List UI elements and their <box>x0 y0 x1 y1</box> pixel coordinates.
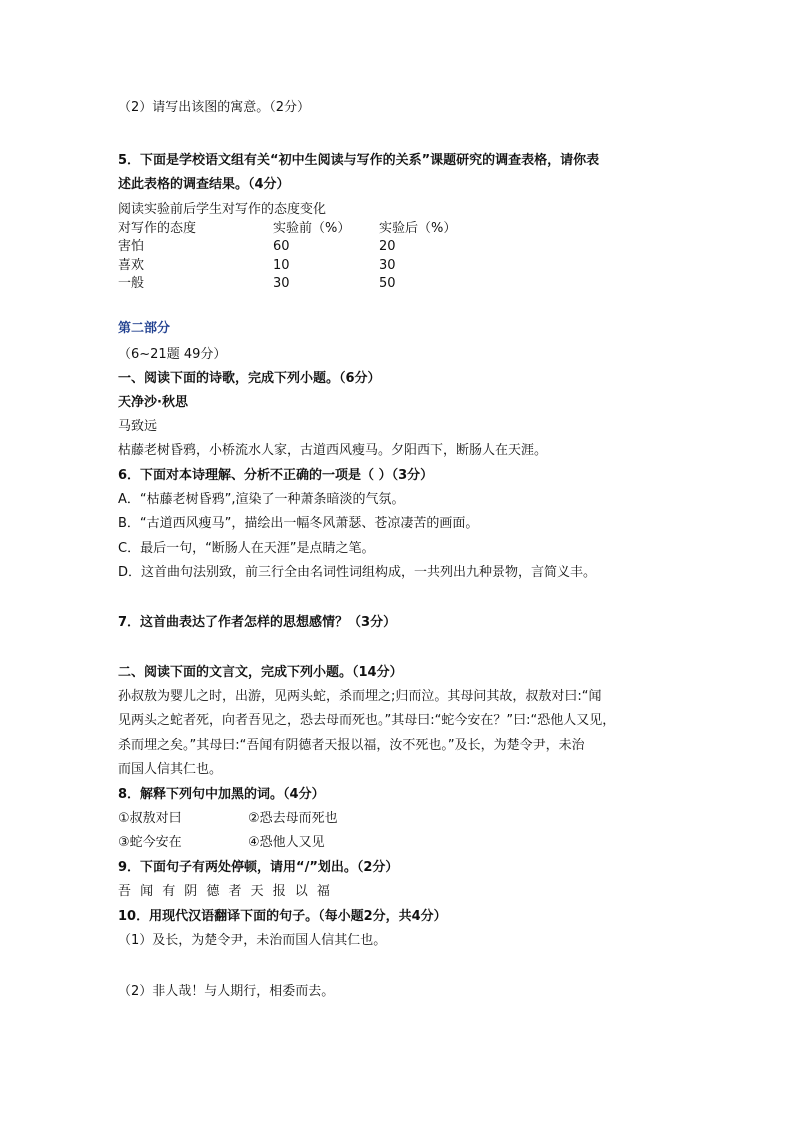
question-6-stem: 6．下面对本诗理解、分析不正确的一项是（ ）（3分） <box>118 468 434 483</box>
question-8-stem: 8．解释下列句中加黑的词。（4分） <box>118 787 325 802</box>
question-8-item-2: ②恐去母而死也 <box>248 811 338 826</box>
question-6-option-d: D．这首曲句法别致，前三行全由名词性词组构成，一共列出九种景物，言简义丰。 <box>118 565 597 580</box>
question-5-line-1: 5．下面是学校语文组有关“初中生阅读与写作的关系”课题研究的调查表格，请你表 <box>118 153 600 168</box>
question-10-item-2: （2）非人哉！与人期行，相委而去。 <box>118 984 335 999</box>
table-header-before: 实验前（%） <box>273 221 351 236</box>
section-1-heading: 一、阅读下面的诗歌，完成下列小题。（6分） <box>118 371 381 386</box>
table-cell: 一般 <box>118 276 145 291</box>
table-cell: 20 <box>379 239 396 254</box>
question-6-option-b: B．“古道西风瘦马”，描绘出一幅冬风萧瑟、苍凉凄苦的画面。 <box>118 516 479 531</box>
section-2-heading: 二、阅读下面的文言文，完成下列小题。（14分） <box>118 665 403 680</box>
question-9-stem: 9．下面句子有两处停顿，请用“/”划出。（2分） <box>118 860 399 875</box>
table-cell: 10 <box>273 258 290 273</box>
table-cell: 30 <box>379 258 396 273</box>
question-8-item-4: ④恐他人又见 <box>248 835 325 850</box>
poem-author: 马致远 <box>118 419 158 434</box>
table-header-after: 实验后（%） <box>379 221 457 236</box>
passage-line-3: 杀而埋之矣。”其母曰:“吾闻有阴德者天报以福，汝不死也。”及长，为楚令尹，未治 <box>118 738 585 753</box>
part-2-heading: 第二部分 <box>118 321 171 336</box>
passage-line-4: 而国人信其仁也。 <box>118 762 223 777</box>
question-7: 7．这首曲表达了作者怎样的思想感情？（3分） <box>118 615 397 630</box>
question-10-item-1: （1）及长，为楚令尹，未治而国人信其仁也。 <box>118 933 387 948</box>
table-header-attitude: 对写作的态度 <box>118 221 197 236</box>
question-6-option-a: A．“枯藤老树昏鸦”,渲染了一种萧条暗淡的气氛。 <box>118 492 405 507</box>
table-caption: 阅读实验前后学生对写作的态度变化 <box>118 202 327 217</box>
poem-title: 天净沙·秋思 <box>118 395 188 410</box>
passage-line-2: 见两头之蛇者死，向者吾见之，恐去母而死也。”其母曰:“蛇今安在？”曰:“恐他人又见， <box>118 713 616 728</box>
table-cell: 害怕 <box>118 239 145 254</box>
passage-line-1: 孙叔敖为婴儿之时，出游，见两头蛇，杀而埋之;归而泣。其母问其故，叔敖对曰:“闻 <box>118 689 602 704</box>
part-2-range: （6~21题 49分） <box>118 347 227 362</box>
question-4-2: （2）请写出该图的寓意。（2分） <box>118 100 311 115</box>
question-6-option-c: C．最后一句，“断肠人在天涯”是点睛之笔。 <box>118 541 375 556</box>
table-cell: 30 <box>273 276 290 291</box>
question-5-line-2: 述此表格的调查结果。（4分） <box>118 177 290 192</box>
question-10-stem: 10．用现代汉语翻译下面的句子。（每小题2分，共4分） <box>118 909 447 924</box>
table-cell: 60 <box>273 239 290 254</box>
question-8-item-3: ③蛇今安在 <box>118 835 182 850</box>
table-cell: 50 <box>379 276 396 291</box>
question-8-item-1: ①叔敖对曰 <box>118 811 182 826</box>
question-9-sentence: 吾闻有阴德者天报以福 <box>118 884 340 899</box>
poem-text: 枯藤老树昏鸦，小桥流水人家，古道西风瘦马。夕阳西下，断肠人在天涯。 <box>118 443 548 458</box>
table-cell: 喜欢 <box>118 258 145 273</box>
